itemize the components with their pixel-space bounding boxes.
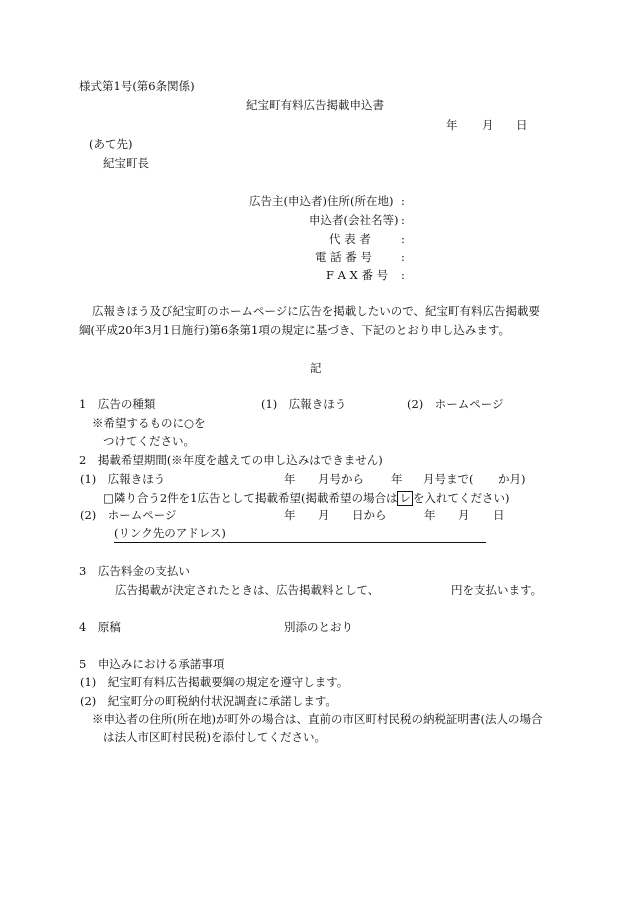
section2-heading: 2 掲載希望期間(※年度を越えての申し込みはできません) (79, 453, 383, 467)
phone-colon: : (401, 250, 405, 264)
option-homepage[interactable]: (2) ホームページ (407, 397, 504, 411)
fax-label: F A X 番 号 (326, 268, 389, 282)
link-address-label: (リンク先のアドレス) (114, 526, 226, 540)
section1-note-2: つけてください。 (103, 434, 195, 448)
consent-item-1: (1) 紀宝町有料広告掲載要綱の規定を遵守します。 (80, 675, 349, 689)
representative-label: 代 表 者 (329, 232, 371, 246)
section3-heading: 3 広告料金の支払い (79, 564, 190, 578)
period-kouhou-month-to: 月号まで( (423, 472, 474, 486)
date-year: 年 (446, 118, 458, 132)
section1-note-1: ※希望するものに○を (92, 416, 206, 430)
payment-tail: 円を支払います。 (451, 583, 543, 597)
consent-note-2: は法人市区町村民税)を添付してください。 (103, 730, 326, 744)
intro-line-1: 広報きほう及び紀宝町のホームページに広告を掲載したいので、紀宝町有料広告掲載要 (92, 304, 541, 318)
adjacent-request-text[interactable]: □隣り合う2件を1広告として掲載希望(掲載希望の場合は (103, 491, 398, 505)
applicant-name-colon: : (401, 213, 405, 227)
fax-colon: : (401, 268, 405, 282)
date-month: 月 (482, 118, 494, 132)
applicant-address-colon: : (401, 194, 405, 208)
phone-label: 電 話 番 号 (315, 250, 372, 264)
period-kouhou-months: か月) (498, 472, 526, 486)
applicant-address-label: 広告主(申込者)住所(所在地) (249, 194, 394, 208)
period-homepage-year-to: 年 (424, 508, 436, 522)
option-kouhou[interactable]: (1) 広報きほう (261, 397, 347, 411)
period-kouhou-year-from: 年 (284, 472, 296, 486)
consent-note-1: ※申込者の住所(所在地)が町外の場合は、直前の市区町村民税の納税証明書(法人の場合 (92, 712, 543, 726)
section4-heading: 4 原稿 (79, 620, 121, 634)
form-number: 様式第1号(第6条関係) (79, 79, 195, 93)
period-kouhou-year-to: 年 (391, 472, 403, 486)
adjacent-request-tail: を入れてください) (412, 491, 510, 505)
period-homepage-month-to: 月 (458, 508, 470, 522)
period-homepage-label: (2) ホームページ (80, 508, 177, 522)
period-homepage-month-from: 月 (318, 508, 330, 522)
adjacent-request (103, 491, 509, 506)
payment-text: 広告掲載が決定されたときは、広告掲載料として、 (115, 583, 380, 597)
period-kouhou-label: (1) 広報きほう (80, 472, 166, 486)
addressee-name: 紀宝町長 (103, 156, 149, 170)
consent-item-2: (2) 紀宝町分の町税納付状況調査に承諾します。 (80, 694, 337, 708)
section1-heading: 1 広告の種類 (79, 397, 156, 411)
period-homepage-day-from: 日から (352, 508, 387, 522)
period-homepage-year-from: 年 (284, 508, 296, 522)
form-title: 紀宝町有料広告掲載申込書 (246, 98, 384, 112)
period-homepage-day-to: 日 (493, 508, 505, 522)
intro-line-2: 綱(平成20年3月1日施行)第6条第1項の規定に基づき、下記のとおり申し込みます。 (79, 323, 510, 337)
period-kouhou-month-from: 月号から (318, 472, 364, 486)
link-address-field[interactable] (114, 542, 486, 543)
ki-heading: 記 (310, 361, 322, 375)
manuscript-value: 別添のとおり (284, 620, 353, 634)
check-mark-box: レ (399, 491, 411, 505)
representative-colon: : (401, 232, 405, 246)
applicant-name-label: 申込者(会社名等) (309, 213, 399, 227)
addressee-label: (あて先) (89, 137, 133, 151)
date-day: 日 (516, 118, 528, 132)
section5-heading: 5 申込みにおける承諾事項 (79, 657, 225, 671)
